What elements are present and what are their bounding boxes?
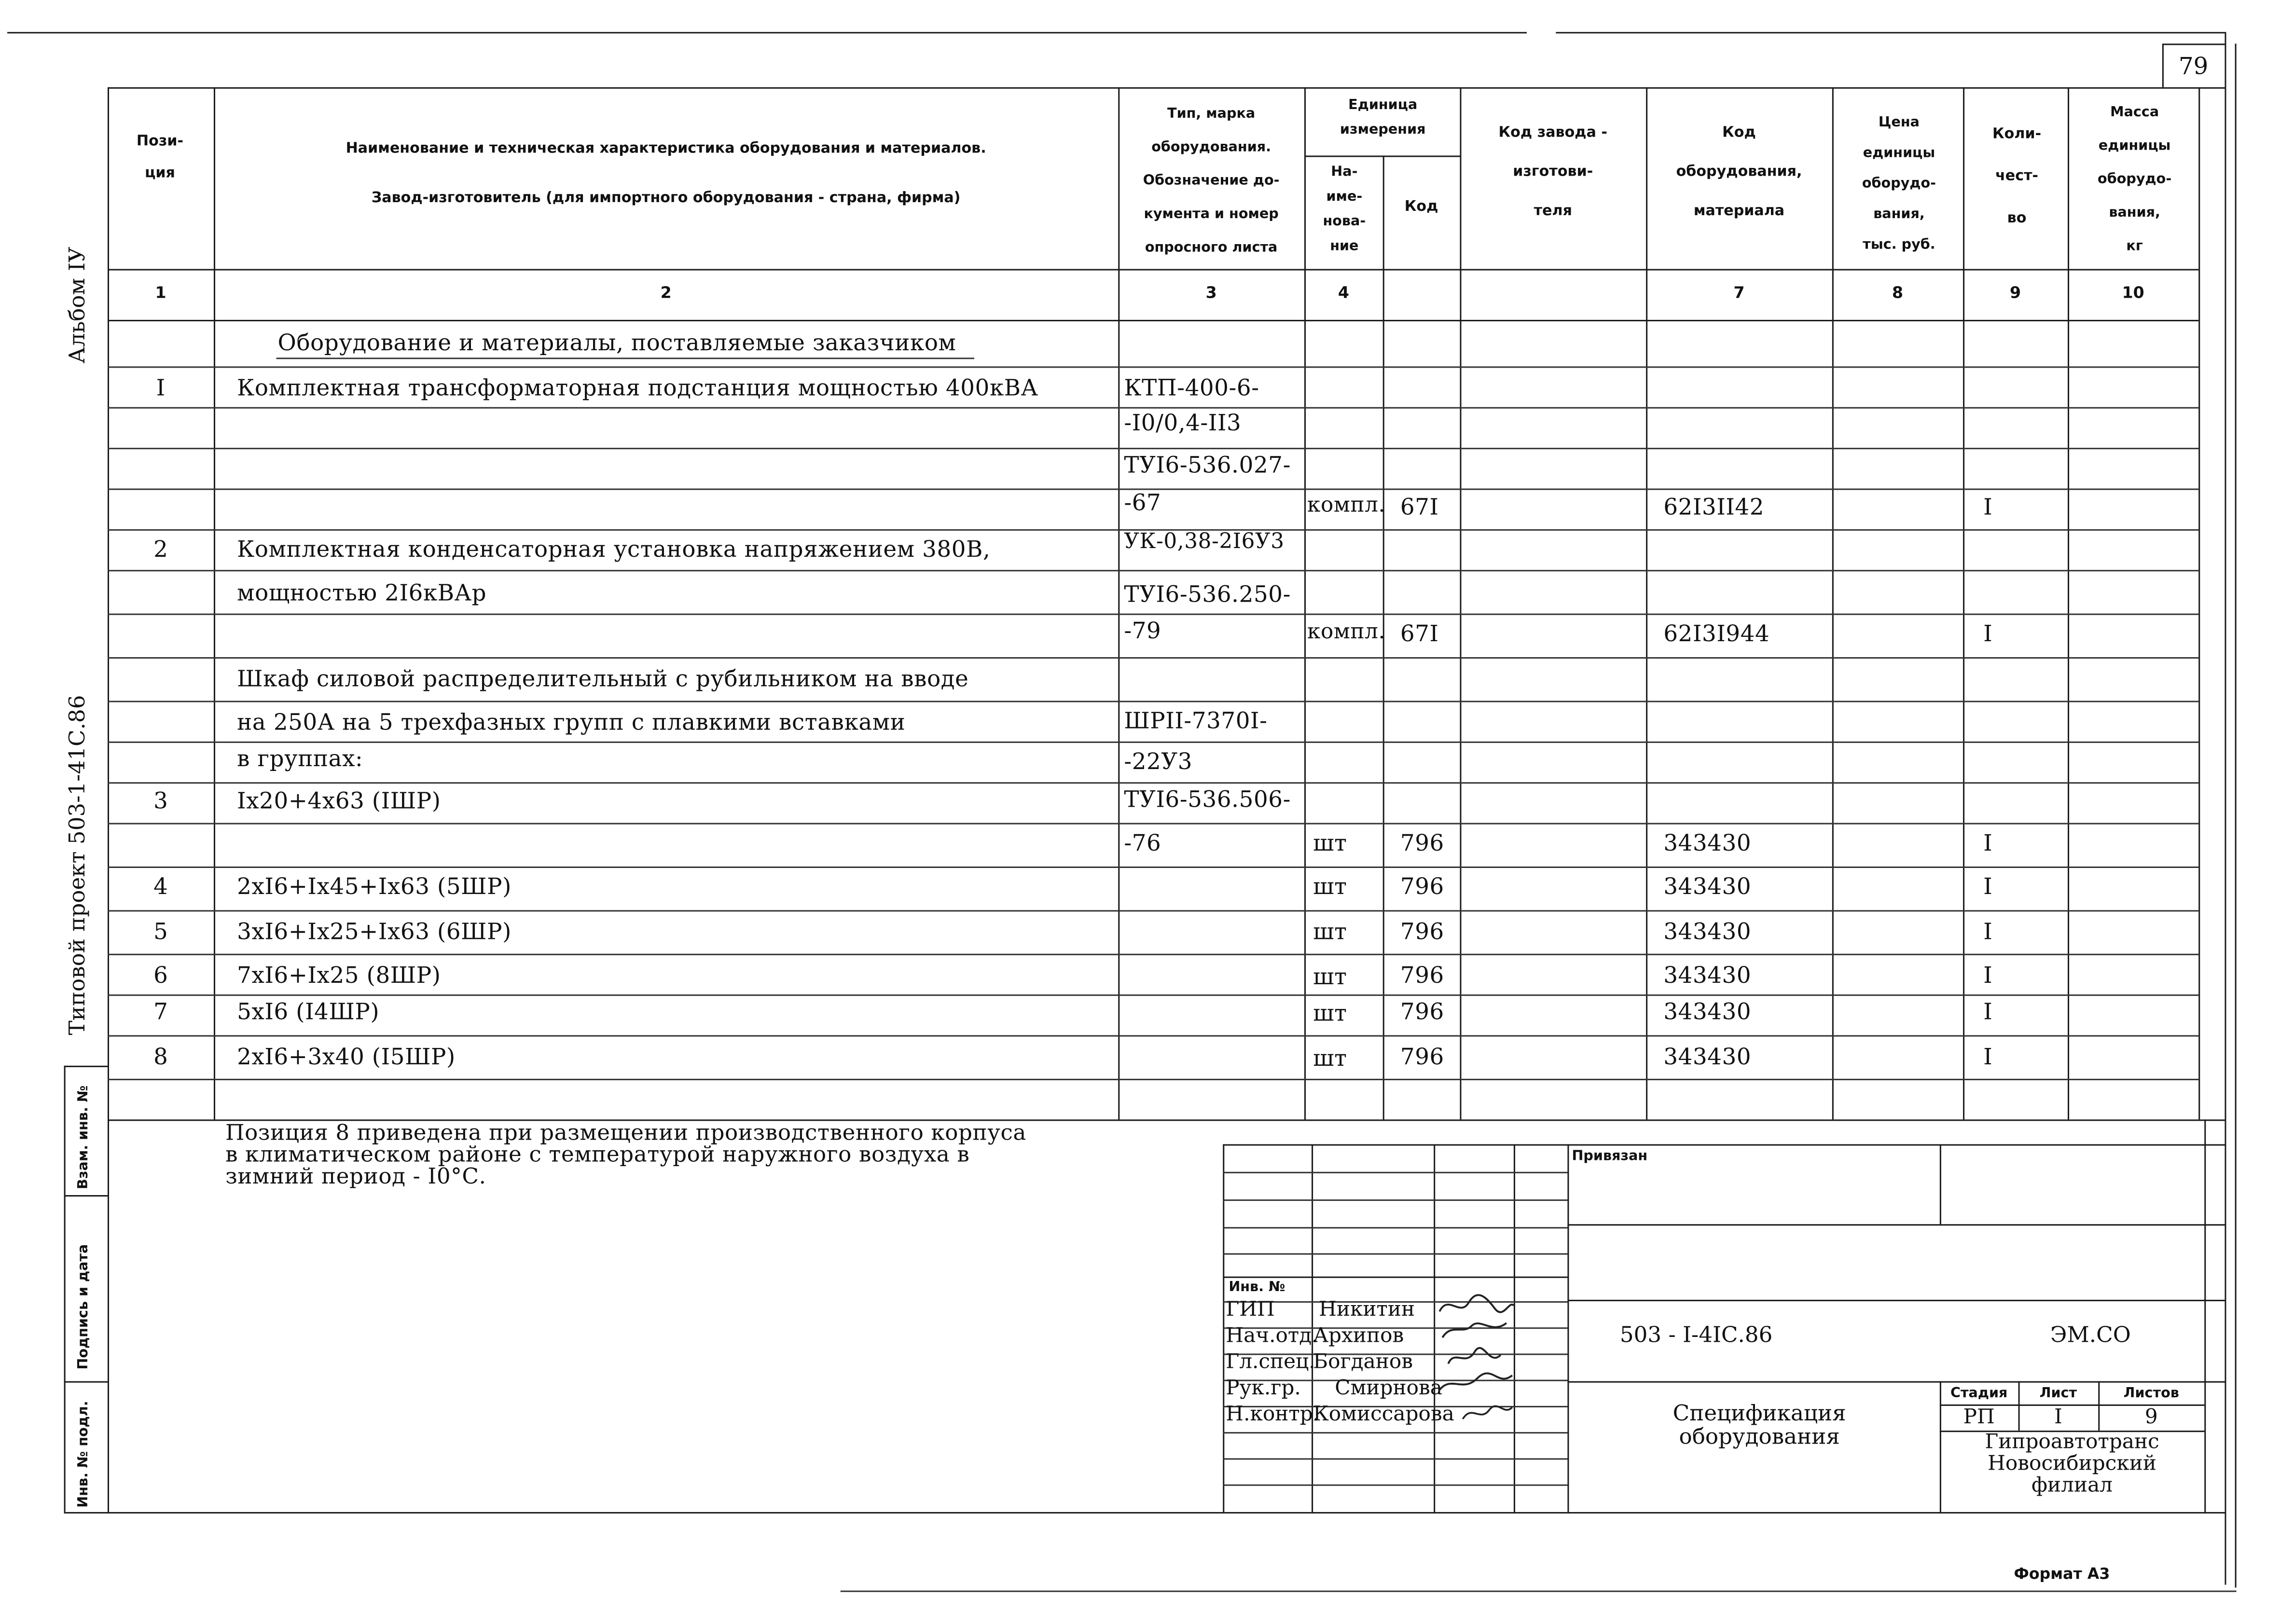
row-unit: шт [1313,919,1347,945]
col-number-10: 10 [2122,283,2144,303]
header-type: Тип, марка оборудования. Обозначение до- кумента и номер опросного листа [1143,106,1280,256]
tb-row-inv [1223,1277,1567,1278]
col-line-7 [1832,87,1834,1120]
row-quantity: I [1983,1044,1993,1070]
sheets-value: 9 [2144,1405,2158,1430]
tb-row [1223,1253,1567,1255]
row-line [108,994,2198,996]
row-line [108,570,2198,571]
row-name: Шкаф силовой распределительный с рубильником на вводе [237,666,969,692]
row-line [108,954,2198,955]
row-name: на 250А на 5 трехфазных групп с плавкими вставками [237,709,906,736]
tb-right [2204,1119,2206,1512]
header-line [108,269,2198,270]
stamp-div1 [64,1195,108,1197]
col-line-1 [214,87,215,1120]
unit-group-line [1304,155,1460,157]
row-type: -76 [1124,830,1161,856]
top-edge-line-right [1556,32,2225,33]
row-type: -I0/0,4-II3 [1124,410,1242,437]
row-code: 796 [1400,1044,1444,1070]
col-line-5 [1460,87,1461,1120]
row-name: Комплектная трансформаторная подстанция мощностью 400кВА [237,375,1038,401]
section-title: Оборудование и материалы, поставляемые заказчиком [277,330,956,357]
top-edge-line [7,32,1527,33]
format-label: Формат А3 [2014,1566,2110,1583]
row-name: мощностью 2I6кВАр [237,580,487,606]
row-equipment-code: 343430 [1663,1044,1752,1070]
row-type: ТУI6-536.027- [1124,452,1291,479]
frame-right-outer [2235,43,2237,1587]
tb-h-number-top [1567,1300,2225,1301]
page-number-box-top [2162,43,2225,45]
privyazan-label: Привязан [1572,1148,1648,1165]
footnote: Позиция 8 приведена при размещении производственного корпуса в климатическом районе с температурой наружного воздуха в зимний период - I0°С. [225,1119,1026,1189]
row-code: 796 [1400,962,1444,989]
header-pos: Пози- ция [136,134,184,182]
stamp-div2 [64,1381,108,1383]
tb-row [1223,1172,1567,1173]
row-name: 2хI6+Iх45+Iх63 (5ШР) [237,874,511,900]
header-name: Наименование и техническая характеристика оборудования и материалов. Завод-изготовитель (для импортного оборудования - страна, фирма) [345,141,986,206]
col-line-8 [1963,87,1964,1120]
row-code: 796 [1400,830,1444,856]
col-number-8: 8 [1892,283,1904,303]
tb-row [1223,1227,1567,1228]
tb-top [1223,1144,2225,1146]
col-number-2: 2 [660,283,672,303]
row-name: в группах: [237,745,363,772]
sheet-value: I [2054,1405,2062,1430]
row-name: 5хI6 (I4ШР) [237,999,380,1025]
row-name: 2хI6+3х40 (I5ШР) [237,1044,456,1070]
tb-h-privyazan [1567,1224,2225,1225]
row-line [108,910,2198,911]
tb-v5 [1940,1144,1941,1225]
header-mass: Масса единицы оборудо- вания, кг [2098,104,2172,255]
stamp-vzam: Взам. инв. № [75,1085,92,1189]
row-line [108,614,2198,615]
row-quantity: I [1983,962,1993,989]
doc-title: Спецификация оборудования [1672,1400,1846,1450]
row-type: ТУI6-536.250- [1124,581,1291,608]
row-equipment-code: 343430 [1663,999,1752,1025]
row-line [108,407,2198,409]
row-equipment-code: 343430 [1663,874,1752,900]
row-type: КТП-400-6- [1124,375,1259,401]
row-code: 67I [1400,620,1439,647]
row-line [108,657,2198,659]
row-line [108,823,2198,825]
row-unit: шт [1313,830,1347,856]
row-equipment-code: 343430 [1663,830,1752,856]
project-label: Типовой проект 503-1-41С.86 [64,695,90,1035]
page-number: 79 [2179,52,2209,80]
col-number-1: 1 [155,283,166,303]
row-unit: компл. [1307,494,1386,518]
row-unit: шт [1313,963,1347,991]
stage-label: Стадия [1950,1385,2008,1402]
row-quantity: I [1983,874,1993,900]
stamp-left [64,1066,66,1512]
col-number-4: 4 [1338,283,1349,303]
row-equipment-code: 62I3II42 [1663,494,1765,521]
signer-role: Гл.спец. [1226,1350,1315,1374]
row-unit: шт [1313,874,1347,900]
sheets-label: Листов [2123,1385,2179,1402]
tb-v4 [1567,1144,1569,1512]
signer-name: Никитин [1319,1298,1415,1322]
row-equipment-code: 62I3I944 [1663,620,1770,647]
signer-name: Архипов [1313,1324,1404,1348]
row-line [108,448,2198,449]
stage-value: РП [1963,1405,1995,1430]
col-line-10 [2198,87,2200,1120]
bottom-edge-line [841,1591,2237,1592]
signer-role: ГИП [1226,1298,1275,1322]
row-equipment-code: 343430 [1663,919,1752,945]
row-line [108,742,2198,743]
col-number-3: 3 [1205,283,1217,303]
col-line-9 [2068,87,2069,1120]
row-name: 3хI6+Iх25+Iх63 (6ШР) [237,919,511,945]
tb-row [1223,1199,1567,1201]
row-equipment-code: 343430 [1663,962,1752,989]
row-quantity: I [1983,494,1993,521]
row-quantity: I [1983,999,1993,1025]
row-type: УК-0,38-2I6У3 [1124,530,1285,554]
row-line [108,366,2198,368]
row-line [108,1079,2198,1080]
tb-row [1223,1458,1567,1459]
row-name: 7хI6+Iх25 (8ШР) [237,962,441,989]
tb-row [1223,1485,1567,1486]
doc-number: 503 - I-4IС.86 [1619,1321,1773,1348]
row-quantity: I [1983,830,1993,856]
row-unit: шт [1313,1000,1347,1027]
row-unit: компл. [1307,620,1386,644]
row-quantity: I [1983,919,1993,945]
row-code: 67I [1400,494,1439,521]
row-pos: 7 [153,999,168,1025]
row-quantity: I [1983,620,1993,647]
row-name: Комплектная конденсаторная установка напряжением 380В, [237,536,991,563]
row-code: 796 [1400,999,1444,1025]
numbers-line [108,320,2198,321]
row-type: -79 [1124,618,1161,644]
header-unit-name: На- име- нова- ние [1323,164,1366,255]
row-type: -67 [1124,490,1161,516]
row-pos: 3 [153,788,168,814]
row-line [108,867,2198,868]
signer-name: Смирнова [1335,1376,1442,1400]
doc-code: ЭМ.СО [2050,1321,2131,1348]
row-line [108,1035,2198,1037]
row-line [108,701,2198,702]
signatures-image [1434,1291,1518,1436]
header-price: Цена единицы оборудо- вания, тыс. руб. [1862,115,1936,253]
row-unit: шт [1313,1045,1347,1072]
frame-top [108,87,2225,89]
col-line-2 [1118,87,1119,1120]
signer-name: Комиссарова [1313,1403,1454,1427]
sheet-label: Лист [2039,1385,2077,1402]
row-pos: I [156,375,166,401]
signer-name: Богданов [1313,1350,1413,1374]
header-unit-code: Код [1404,199,1438,215]
row-code: 796 [1400,919,1444,945]
row-pos: 4 [153,874,168,900]
stamp-inv-podl: Инв. № подл. [75,1401,92,1508]
header-equipment-code: Код оборудования, материала [1676,125,1802,220]
stamp-top [64,1066,108,1067]
inv-no-label: Инв. № [1229,1279,1285,1295]
col-line-6 [1646,87,1647,1120]
row-pos: 5 [153,919,168,945]
section-underline [276,358,974,359]
frame-bottom [108,1512,2225,1514]
row-type: -22У3 [1124,748,1193,775]
organization: Гипроавтотранс Новосибирский филиал [1985,1431,2159,1498]
col-number-7: 7 [1733,283,1745,303]
header-unit-group: Единица измерения [1340,97,1426,138]
row-line [108,782,2198,784]
album-label: Альбом IУ [64,247,90,364]
row-pos: 6 [153,962,168,989]
stamp-bottom [64,1512,108,1514]
row-type: ШРII-7370I- [1124,708,1268,734]
col-number-9: 9 [2010,283,2021,303]
header-quantity: Коли- чест- во [1992,126,2042,227]
header-factory-code: Код завода - изготови- теля [1498,125,1608,220]
row-type: ТУI6-536.506- [1124,786,1291,813]
tb-h-number-bottom [1567,1381,2225,1383]
row-pos: 8 [153,1044,168,1070]
row-pos: 2 [153,536,168,563]
row-name: Iх20+4х63 (IШР) [237,788,441,814]
stamp-podpis: Подпись и дата [75,1244,92,1370]
frame-right [2225,32,2226,1584]
signer-role: Н.контр. [1226,1403,1320,1427]
signer-role: Рук.гр. [1226,1376,1301,1400]
row-code: 796 [1400,874,1444,900]
signer-role: Нач.отд. [1226,1324,1318,1348]
